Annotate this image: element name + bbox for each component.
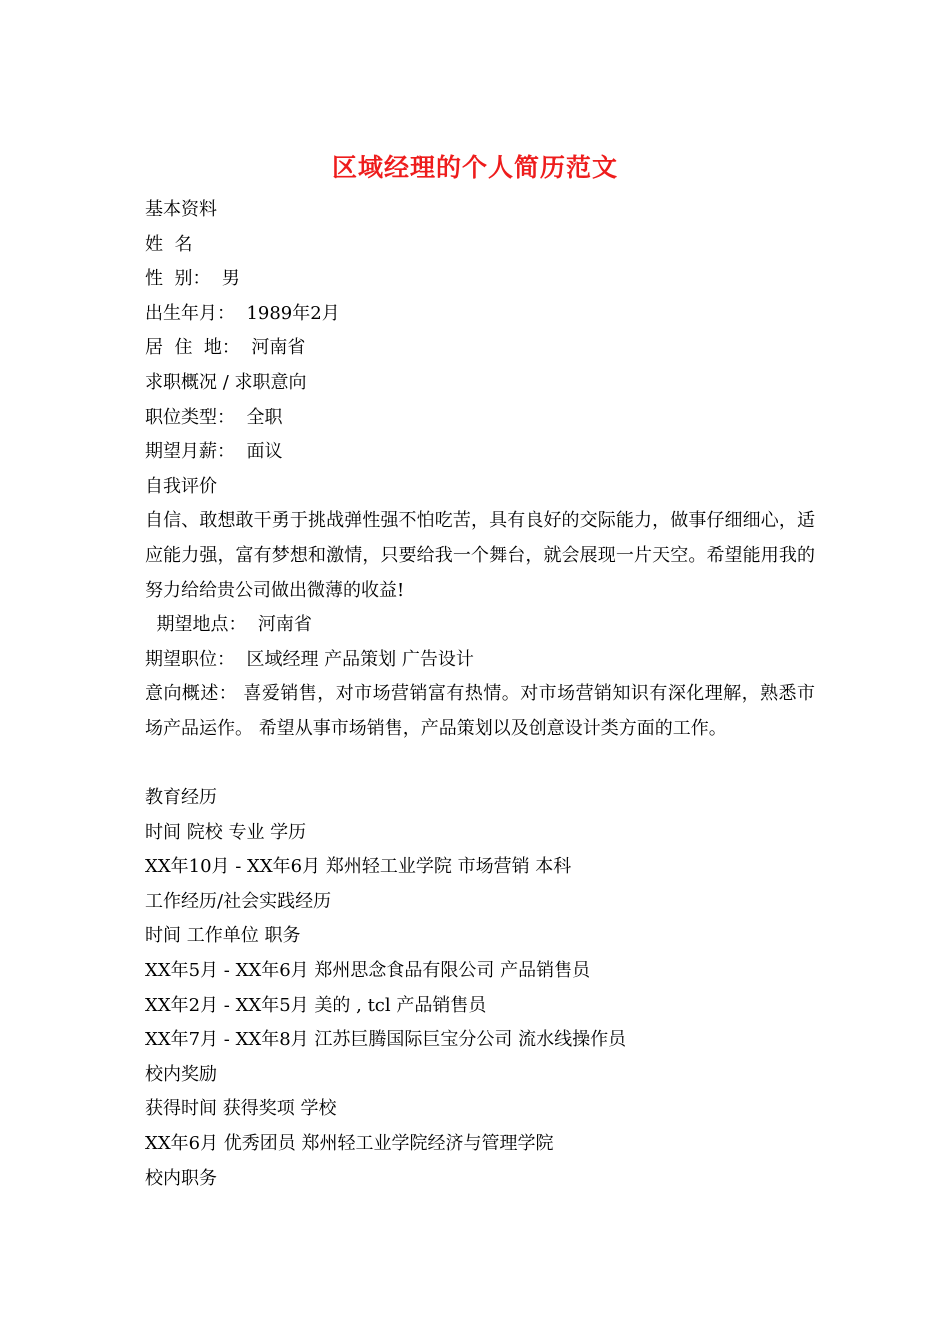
field-gender: 性 别： 男 — [145, 268, 240, 290]
work-row: XX年5月 - XX年6月 郑州思念食品有限公司 产品销售员 — [145, 960, 591, 982]
section-heading-job-intent: 求职概况 / 求职意向 — [145, 371, 307, 393]
section-heading-self-evaluation: 自我评价 — [145, 475, 217, 497]
education-header-row: 时间 院校 专业 学历 — [145, 821, 307, 843]
self-evaluation-paragraph: 自信、敢想敢干勇于挑战弹性强不怕吃苦，具有良好的交际能力，做事仔细细心，适应能力强，富有梦想和激情，只要给我一个舞台，就会展现一片天空。希望能用我的努力给给贵公司做出微薄的收益! — [145, 510, 815, 601]
education-row: XX年10月 - XX年6月 郑州轻工业学院 市场营销 本科 — [145, 856, 572, 878]
section-heading-work-experience: 工作经历/社会实践经历 — [145, 890, 332, 912]
field-residence: 居 住 地： 河南省 — [145, 337, 306, 359]
field-job-type: 职位类型： 全职 — [145, 406, 283, 428]
intent-summary-paragraph: 意向概述： 喜爱销售，对市场营销富有热情。对市场营销知识有深化理解，熟悉市场产品运作。 希望从事市场销售，产品策划以及创意设计类方面的工作。 — [145, 683, 815, 739]
section-heading-education: 教育经历 — [145, 787, 217, 809]
document-body — [145, 193, 815, 1196]
awards-row: XX年6月 优秀团员 郑州轻工业学院经济与管理学院 — [145, 1133, 554, 1155]
section-heading-basic-info: 基本资料 — [145, 199, 217, 220]
section-heading-campus-positions: 校内职务 — [145, 1167, 217, 1189]
field-expected-position: 期望职位： 区域经理 产品策划 广告设计 — [145, 648, 474, 670]
blank-line — [145, 747, 815, 782]
document-title: 区域经理的个人简历范文 — [331, 153, 618, 182]
field-birth-date: 出生年月： 1989年2月 — [145, 302, 340, 324]
work-row: XX年7月 - XX年8月 江苏巨腾国际巨宝分公司 流水线操作员 — [145, 1029, 627, 1051]
field-expected-salary: 期望月薪： 面议 — [145, 441, 283, 463]
field-expected-location: 期望地点： 河南省 — [145, 614, 312, 636]
work-row: XX年2月 - XX年5月 美的 , tcl 产品销售员 — [145, 994, 487, 1016]
section-heading-campus-awards: 校内奖励 — [145, 1063, 217, 1085]
awards-header-row: 获得时间 获得奖项 学校 — [145, 1098, 337, 1120]
field-name: 姓 名 — [145, 233, 193, 255]
work-header-row: 时间 工作单位 职务 — [145, 925, 301, 947]
